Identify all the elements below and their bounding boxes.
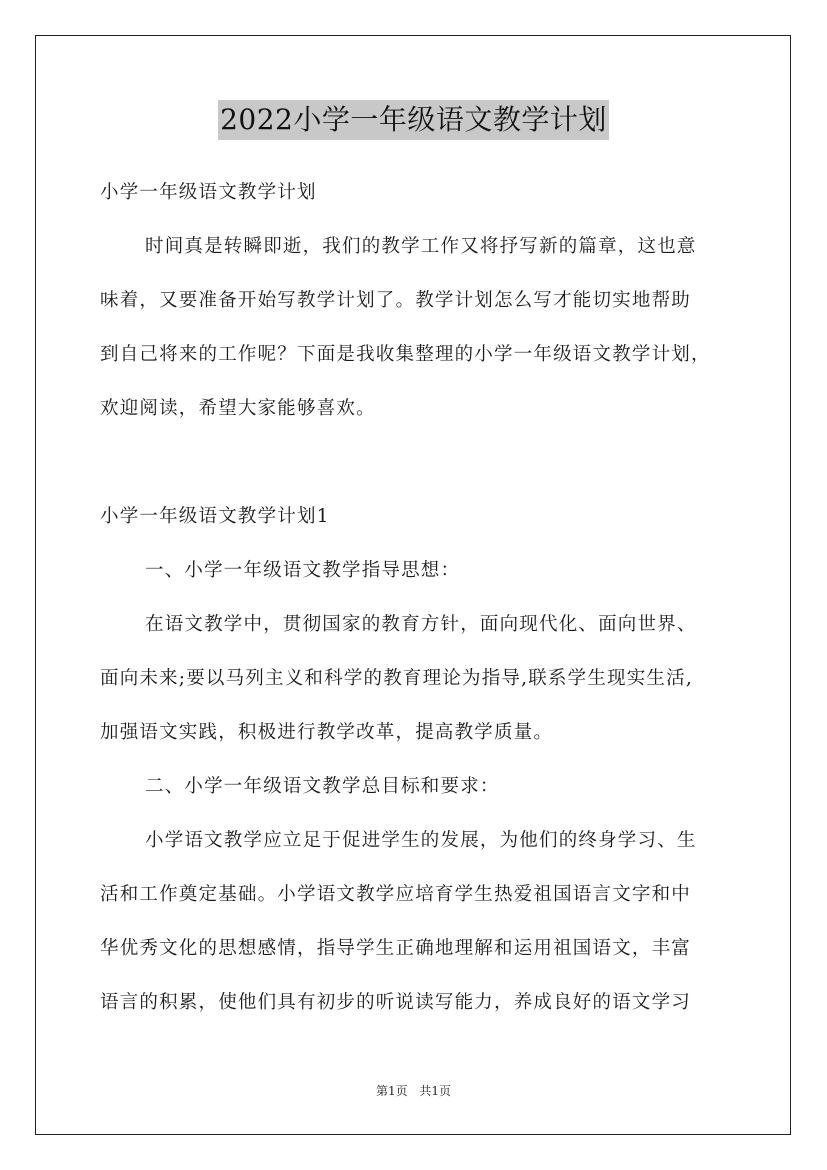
body-line: 面向未来;要以马列主义和科学的教育理论为指导,联系学生现实生活, — [100, 668, 693, 689]
title-container — [0, 100, 827, 140]
body-line: 华优秀文化的思想感情，指导学生正确地理解和运用祖国语文，丰富 — [100, 938, 692, 959]
body-line: 味着，又要准备开始写教学计划了。教学计划怎么写才能切实地帮助 — [100, 290, 692, 311]
page-total: 共1页 — [419, 1084, 452, 1098]
section-heading: 小学一年级语文教学计划1 — [100, 506, 330, 527]
body-line: 小学一年级语文教学计划 — [100, 182, 317, 203]
subsection-heading: 二、小学一年级语文教学总目标和要求： — [145, 776, 500, 797]
page-footer — [0, 1082, 827, 1099]
page-number: 第1页 — [375, 1084, 408, 1098]
body-line: 活和工作奠定基础。小学语文教学应培育学生热爱祖国语言文字和中 — [100, 884, 692, 905]
document-body — [100, 175, 728, 1039]
body-line: 到自己将来的工作呢？下面是我收集整理的小学一年级语文教学计划， — [100, 344, 711, 365]
paragraph-gap — [100, 445, 728, 499]
body-line: 加强语文实践，积极进行教学改革，提高教学质量。 — [100, 722, 554, 743]
subsection-heading: 一、小学一年级语文教学指导思想： — [145, 560, 461, 581]
body-line: 时间真是转瞬即逝，我们的教学工作又将抒写新的篇章，这也意 — [145, 236, 697, 257]
body-line: 在语文教学中，贯彻国家的教育方针，面向现代化、面向世界、 — [145, 614, 697, 635]
body-line: 语言的积累，使他们具有初步的听说读写能力，养成良好的语文学习 — [100, 992, 692, 1013]
body-line: 欢迎阅读，希望大家能够喜欢。 — [100, 398, 376, 419]
body-line: 小学语文教学应立足于促进学生的发展，为他们的终身学习、生 — [145, 830, 697, 851]
document-title: 2022小学一年级语文教学计划 — [218, 100, 609, 140]
